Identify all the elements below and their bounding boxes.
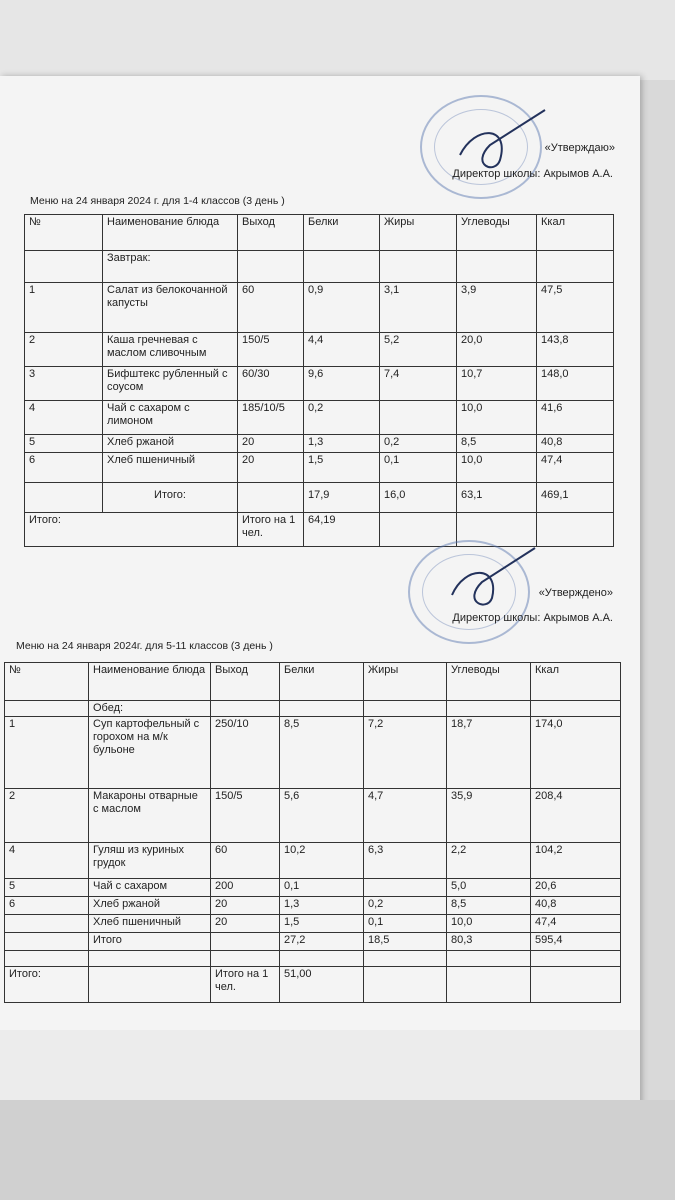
header-carbs: Углеводы <box>447 663 531 701</box>
row-fat: 7,4 <box>380 367 457 401</box>
row-protein: 1,5 <box>280 915 364 933</box>
header-num: № <box>25 215 103 251</box>
row-protein: 1,5 <box>304 453 380 483</box>
row-fat <box>380 401 457 435</box>
total-kcal: 469,1 <box>537 483 614 513</box>
row-out: 20 <box>238 435 304 453</box>
row-protein: 0,1 <box>280 879 364 897</box>
approve-label-2: «Утверждено» <box>538 587 613 599</box>
row-num: 5 <box>5 879 89 897</box>
row-name: Чай с сахаром <box>89 879 211 897</box>
row-out: 20 <box>211 915 280 933</box>
total-protein: 17,9 <box>304 483 380 513</box>
row-carbs: 8,5 <box>457 435 537 453</box>
row-carbs: 35,9 <box>447 789 531 843</box>
row-fat: 5,2 <box>380 333 457 367</box>
director-signature-2 <box>440 540 550 620</box>
header-protein: Белки <box>280 663 364 701</box>
row-protein: 1,3 <box>304 435 380 453</box>
row-protein: 8,5 <box>280 717 364 789</box>
row-protein: 10,2 <box>280 843 364 879</box>
row-carbs: 3,9 <box>457 283 537 333</box>
row-kcal: 174,0 <box>531 717 621 789</box>
header-fat: Жиры <box>364 663 447 701</box>
row-num: 1 <box>25 283 103 333</box>
row-name: Хлеб пшеничный <box>89 915 211 933</box>
header-kcal: Ккал <box>537 215 614 251</box>
row-out: 20 <box>238 453 304 483</box>
row-kcal: 148,0 <box>537 367 614 401</box>
row-kcal: 41,6 <box>537 401 614 435</box>
row-num: 2 <box>25 333 103 367</box>
row-kcal: 47,5 <box>537 283 614 333</box>
total-label: Итого <box>89 933 211 951</box>
director-line-2: Директор школы: Акрымов А.А. <box>452 612 613 624</box>
row-out: 185/10/5 <box>238 401 304 435</box>
header-fat: Жиры <box>380 215 457 251</box>
row-num: 1 <box>5 717 89 789</box>
row-name: Суп картофельный с горохом на м/к бульоне <box>89 717 211 789</box>
row-carbs: 20,0 <box>457 333 537 367</box>
menu-title-1: Меню на 24 января 2024 г. для 1-4 классов (3 день ) <box>30 195 285 207</box>
row-name: Макароны отварные с маслом <box>89 789 211 843</box>
row-kcal: 47,4 <box>531 915 621 933</box>
header-name: Наименование блюда <box>103 215 238 251</box>
header-name: Наименование блюда <box>89 663 211 701</box>
total-protein: 27,2 <box>280 933 364 951</box>
row-fat: 0,1 <box>364 915 447 933</box>
menu-table-2 <box>4 662 621 1003</box>
row-name: Хлеб ржаной <box>89 897 211 915</box>
row-kcal: 40,8 <box>537 435 614 453</box>
row-name: Салат из белокочанной капусты <box>103 283 238 333</box>
row-kcal: 40,8 <box>531 897 621 915</box>
row-fat: 4,7 <box>364 789 447 843</box>
menu-table-1 <box>24 214 614 547</box>
per-person-label: Итого на 1 чел. <box>211 967 280 1003</box>
row-fat: 0,1 <box>380 453 457 483</box>
final-label: Итого: <box>5 967 89 1003</box>
total-carbs: 63,1 <box>457 483 537 513</box>
row-out: 150/5 <box>211 789 280 843</box>
row-carbs: 18,7 <box>447 717 531 789</box>
per-person-label: Итого на 1 чел. <box>238 513 304 547</box>
header-out: Выход <box>211 663 280 701</box>
row-name: Чай с сахаром с лимоном <box>103 401 238 435</box>
row-carbs: 8,5 <box>447 897 531 915</box>
row-out: 250/10 <box>211 717 280 789</box>
section-label: Обед: <box>89 701 211 717</box>
row-fat: 0,2 <box>380 435 457 453</box>
row-name: Хлеб ржаной <box>103 435 238 453</box>
row-name: Бифштекс рубленный с соусом <box>103 367 238 401</box>
row-out: 60 <box>238 283 304 333</box>
menu-title-2: Меню на 24 января 2024г. для 5-11 классов (3 день ) <box>16 640 273 652</box>
director-line-1: Директор школы: Акрымов А.А. <box>452 168 613 180</box>
row-protein: 1,3 <box>280 897 364 915</box>
header-carbs: Углеводы <box>457 215 537 251</box>
row-name: Хлеб пшеничный <box>103 453 238 483</box>
header-num: № <box>5 663 89 701</box>
total-label: Итого: <box>103 483 238 513</box>
row-kcal: 47,4 <box>537 453 614 483</box>
row-name: Гуляш из куриных грудок <box>89 843 211 879</box>
row-num: 6 <box>25 453 103 483</box>
header-kcal: Ккал <box>531 663 621 701</box>
background-bottom <box>0 1100 675 1200</box>
total-fat: 16,0 <box>380 483 457 513</box>
row-protein: 9,6 <box>304 367 380 401</box>
total-kcal: 595,4 <box>531 933 621 951</box>
row-num: 3 <box>25 367 103 401</box>
row-protein: 0,2 <box>304 401 380 435</box>
header-out: Выход <box>238 215 304 251</box>
row-out: 200 <box>211 879 280 897</box>
row-out: 20 <box>211 897 280 915</box>
row-protein: 5,6 <box>280 789 364 843</box>
row-fat: 7,2 <box>364 717 447 789</box>
row-out: 150/5 <box>238 333 304 367</box>
row-fat: 0,2 <box>364 897 447 915</box>
row-kcal: 104,2 <box>531 843 621 879</box>
row-out: 60 <box>211 843 280 879</box>
row-kcal: 20,6 <box>531 879 621 897</box>
row-num: 4 <box>25 401 103 435</box>
row-num: 6 <box>5 897 89 915</box>
approve-label-1: «Утверждаю» <box>544 142 615 154</box>
per-person-value: 64,19 <box>304 513 380 547</box>
row-num: 4 <box>5 843 89 879</box>
row-fat: 3,1 <box>380 283 457 333</box>
row-out: 60/30 <box>238 367 304 401</box>
row-kcal: 208,4 <box>531 789 621 843</box>
row-carbs: 2,2 <box>447 843 531 879</box>
row-carbs: 10,7 <box>457 367 537 401</box>
row-name: Каша гречневая с маслом сливочным <box>103 333 238 367</box>
row-kcal: 143,8 <box>537 333 614 367</box>
row-num <box>5 915 89 933</box>
background-top <box>0 0 675 80</box>
row-fat <box>364 879 447 897</box>
row-protein: 4,4 <box>304 333 380 367</box>
total-fat: 18,5 <box>364 933 447 951</box>
per-person-value: 51,00 <box>280 967 364 1003</box>
row-carbs: 10,0 <box>457 453 537 483</box>
total-carbs: 80,3 <box>447 933 531 951</box>
section-label: Завтрак: <box>103 251 238 283</box>
row-carbs: 5,0 <box>447 879 531 897</box>
row-fat: 6,3 <box>364 843 447 879</box>
final-label: Итого: <box>25 513 238 547</box>
row-carbs: 10,0 <box>447 915 531 933</box>
header-protein: Белки <box>304 215 380 251</box>
row-carbs: 10,0 <box>457 401 537 435</box>
row-protein: 0,9 <box>304 283 380 333</box>
row-num: 2 <box>5 789 89 843</box>
row-num: 5 <box>25 435 103 453</box>
